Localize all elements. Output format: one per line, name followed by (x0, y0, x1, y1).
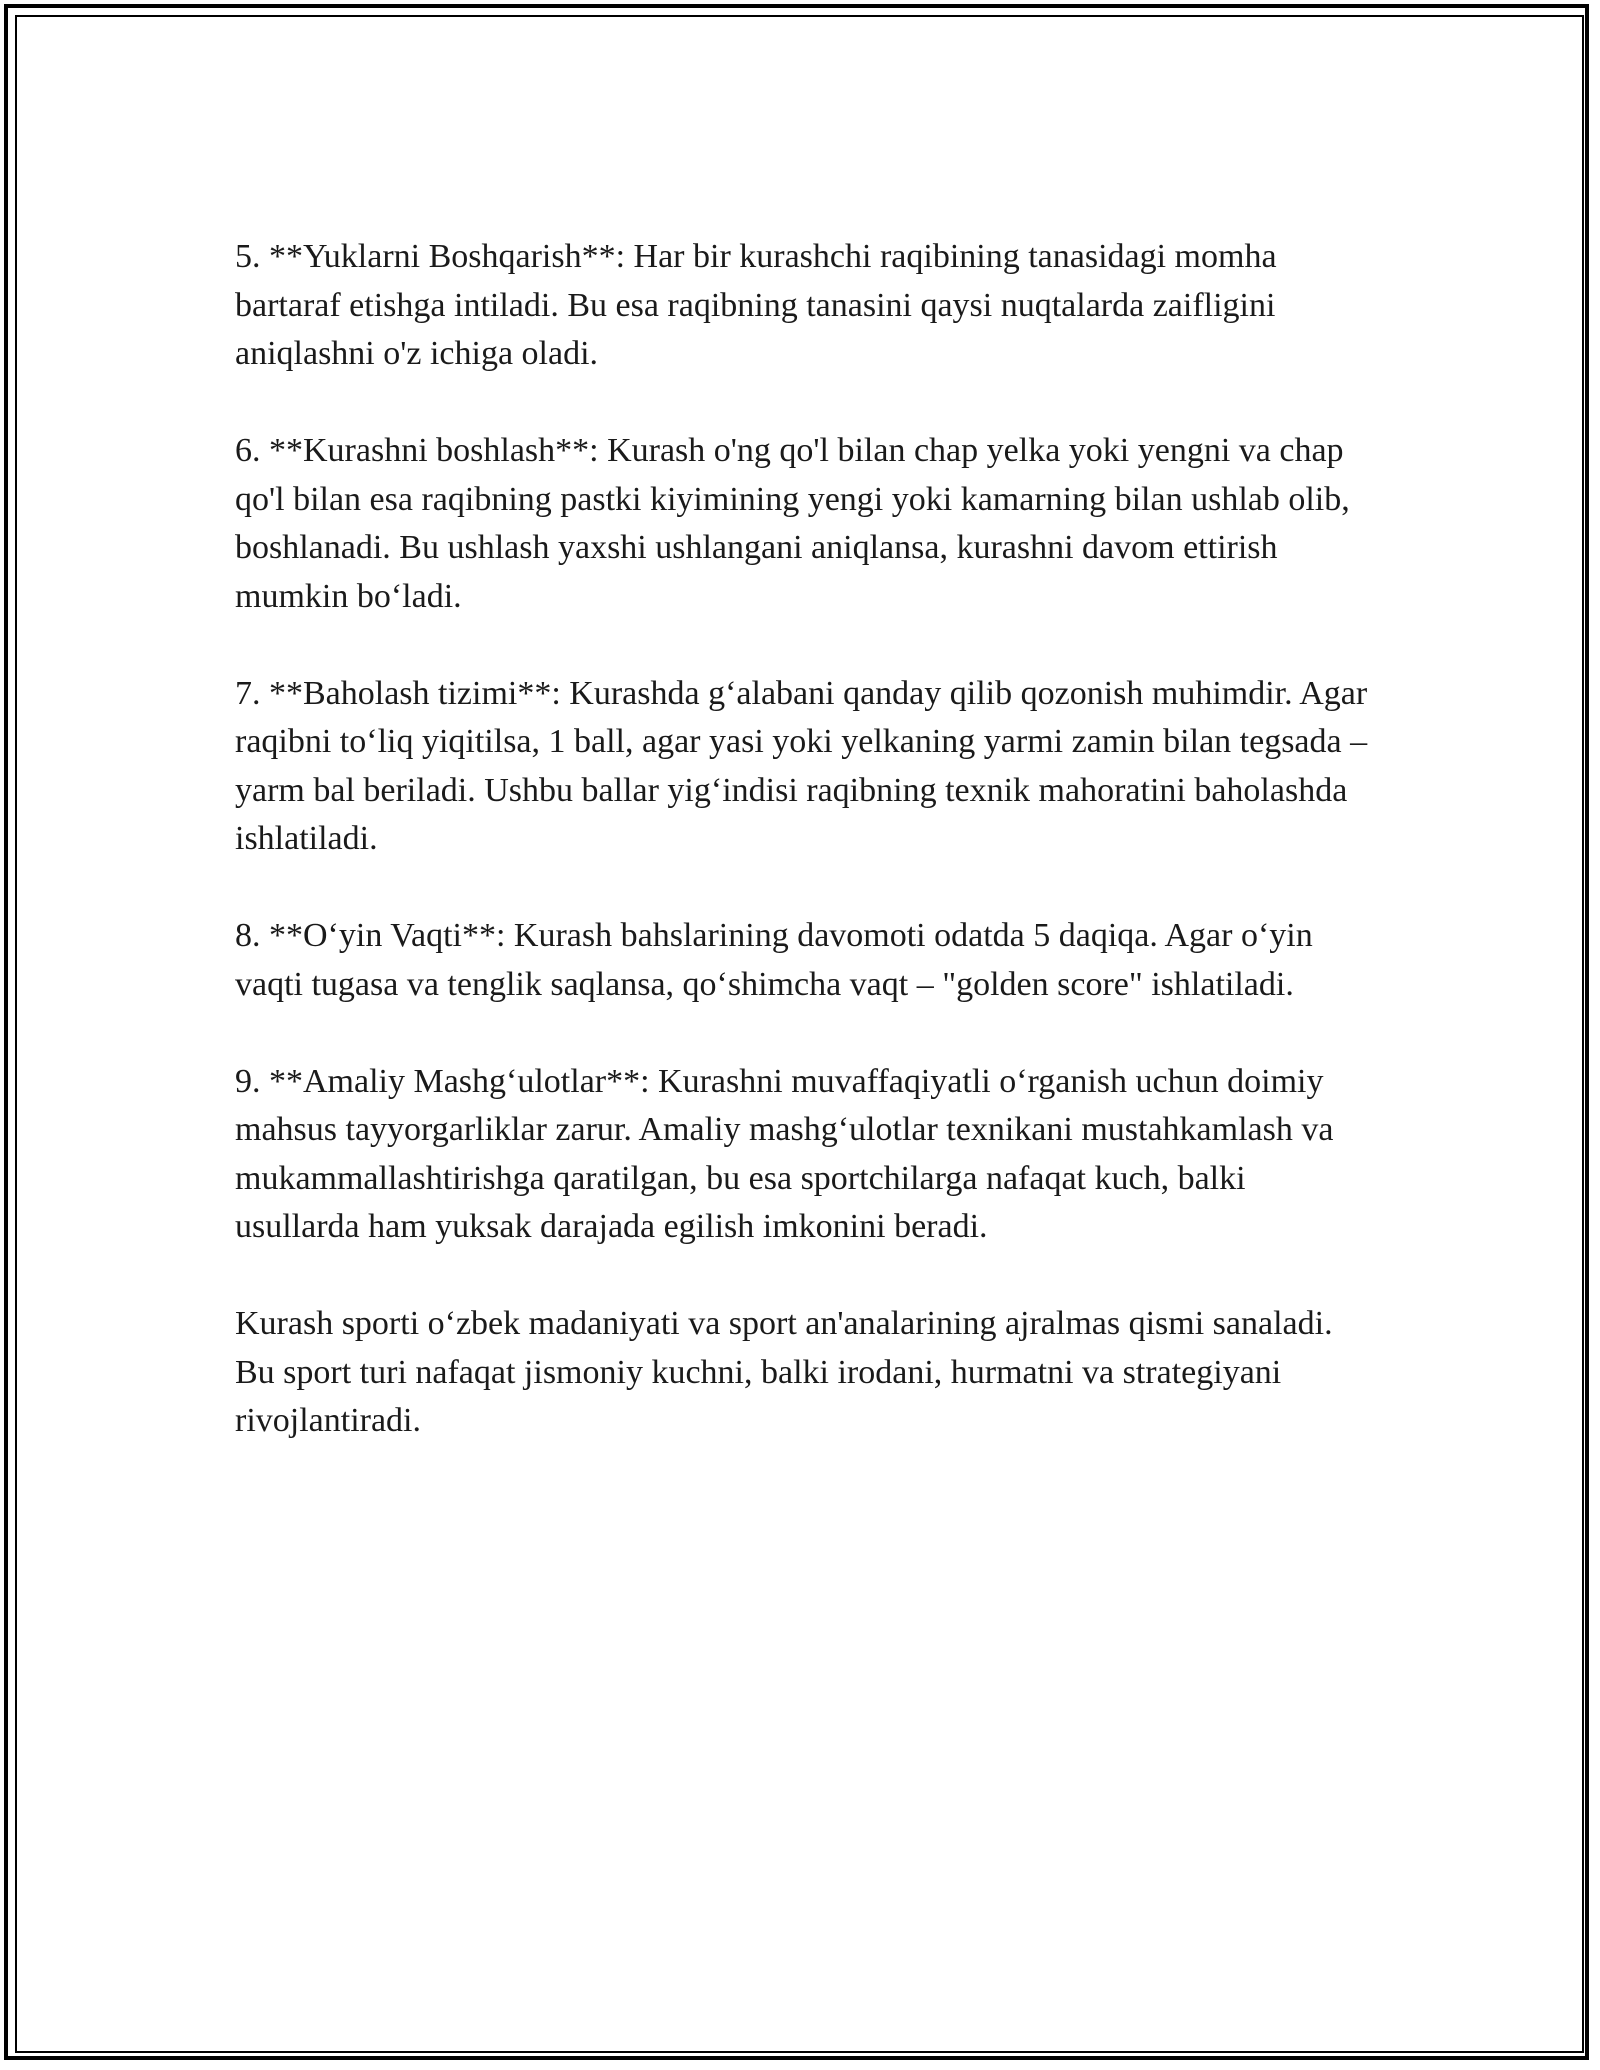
paragraph-oyin-vaqti: 8. **O‘yin Vaqti**: Kurash bahslarining davomoti odatda 5 daqiqa. Agar o‘yin vaqti tugasa va tenglik saqlansa, qo‘shimcha vaqt – "golden score" ishlatiladi. (235, 917, 1313, 1003)
paragraph-amaliy-mashgulotlar: 9. **Amaliy Mashg‘ulotlar**: Kurashni muvaffaqiyatli o‘rganish uchun doimiy mahsus tayyorgarliklar zarur. Amaliy mashg‘ulotlar texnikani mustahkamlash va mukammallashtirishga qaratilgan, bu esa sportchilarga nafaqat kuch, balki usullarda ham yuksak darajada egilish imkonini beradi. (235, 1062, 1334, 1245)
paragraph-kurashni-boshlash: 6. **Kurashni boshlash**: Kurash o'ng qo'l bilan chap yelka yoki yengni va chap qo'l bilan esa raqibning pastki kiyimining yengi yoki kamarning bilan ushlab olib, boshlanadi. Bu ushlash yaxshi ushlangani aniqlansa, kurashni davom ettirish mumkin bo‘ladi. (235, 432, 1350, 615)
paragraph-conclusion: Kurash sporti o‘zbek madaniyati va sport an'analarining ajralmas qismi sanaladi. Bu sport turi nafaqat jismoniy kuchni, balki irodani, hurmatni va strategiyani rivojlantiradi. (235, 1305, 1333, 1439)
paragraph-baholash-tizimi: 7. **Baholash tizimi**: Kurashda g‘alabani qanday qilib qozonish muhimdir. Agar raqibni to‘liq yiqitilsa, 1 ball, agar yasi yoki yelkaning yarmi zamin bilan tegsada – yarm bal beriladi. Ushbu ballar yig‘indisi raqibning texnik mahoratini baholashda ishlatiladi. (235, 674, 1368, 857)
paragraph-yuklarni-boshqarish: 5. **Yuklarni Boshqarish**: Har bir kurashchi raqibining tanasidagi momha bartaraf etishga intiladi. Bu esa raqibning tanasini qaysi nuqtalarda zaifligini aniqlashni o'z ichiga oladi. (235, 238, 1277, 372)
document-body (235, 233, 1375, 1494)
